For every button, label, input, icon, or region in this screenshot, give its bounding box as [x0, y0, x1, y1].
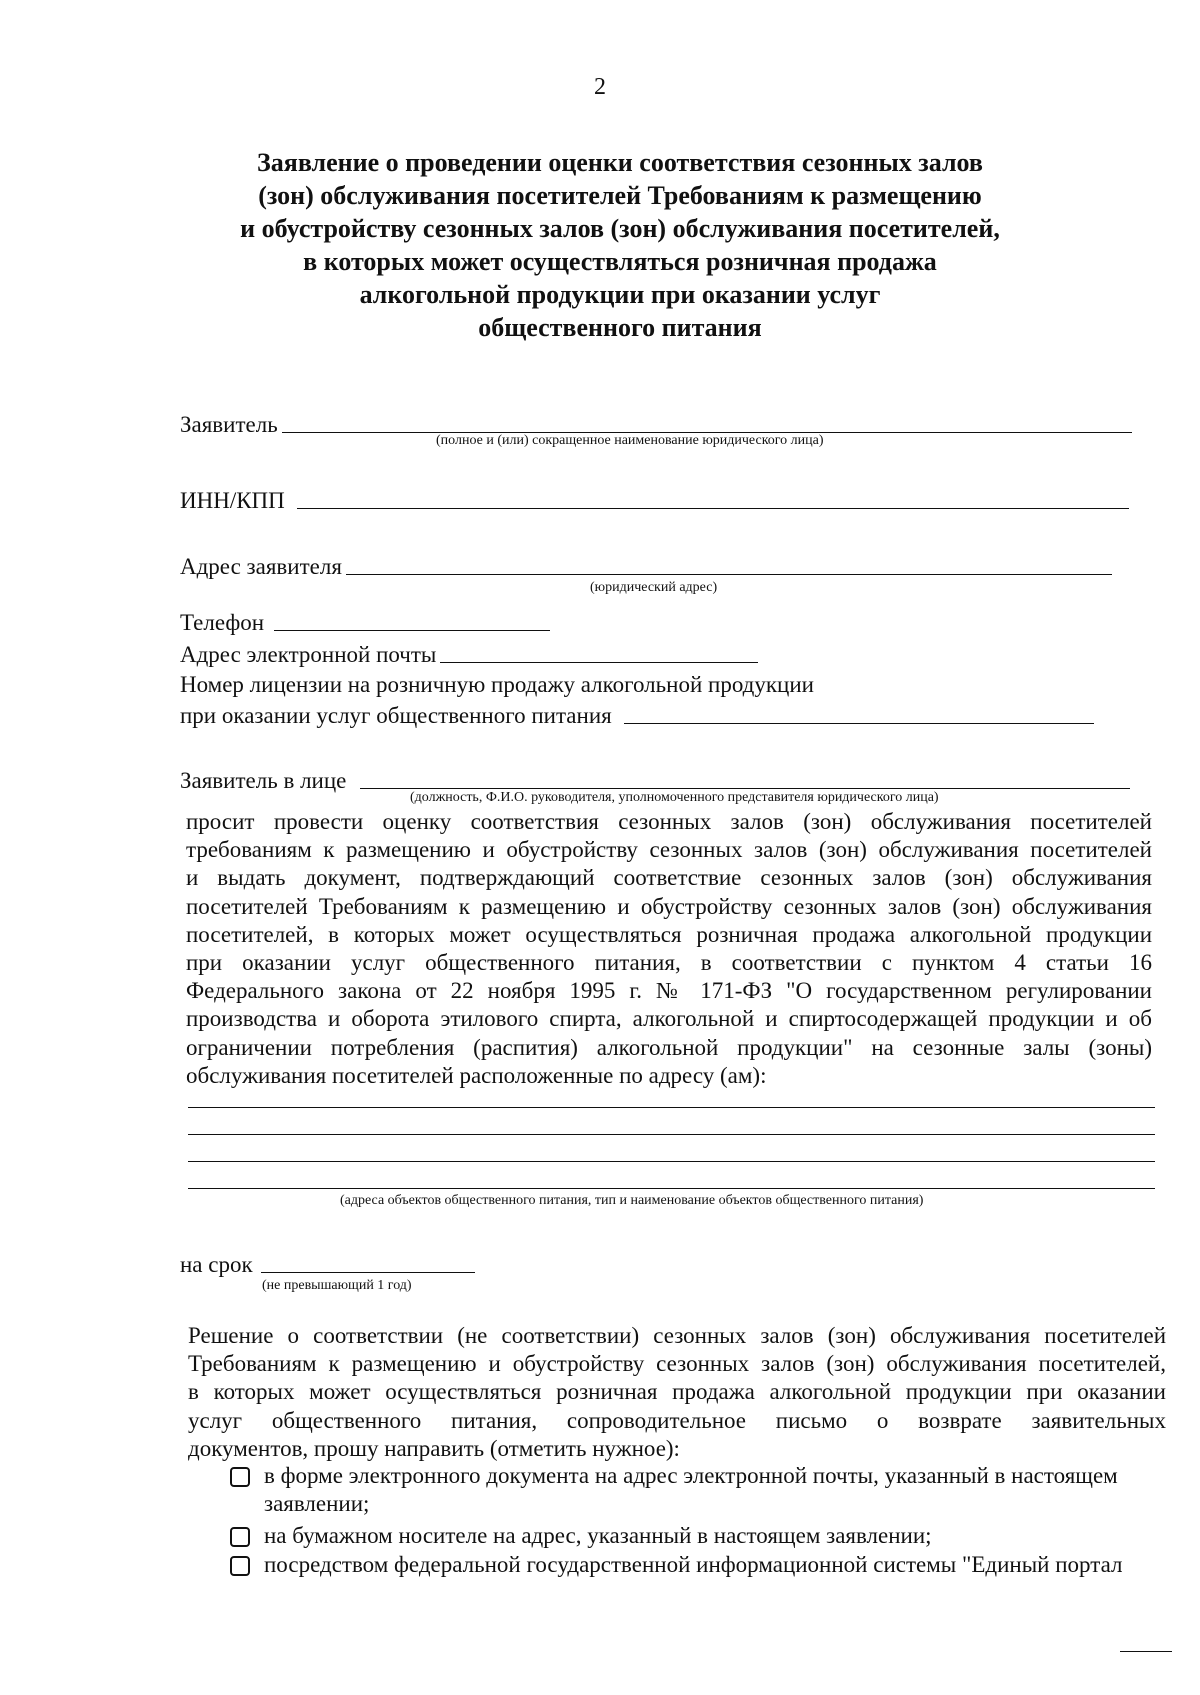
- request-paragraph: [186, 808, 1152, 1090]
- license-label-line: [180, 672, 814, 698]
- paragraph-line: производства и оборота этилового спирта, алкогольной и спиртосодержащей продукции и об: [186, 1006, 1152, 1032]
- objects-caption: (адреса объектов общественного питания, тип и наименование объектов общественного питания): [340, 1193, 924, 1208]
- license-input-line[interactable]: [624, 722, 1094, 724]
- license-label-2: при оказании услуг общественного питания: [180, 703, 612, 728]
- inn-kpp-input-line[interactable]: [297, 507, 1129, 509]
- term-input-line[interactable]: [261, 1271, 475, 1273]
- represented-by-label: Заявитель в лице: [180, 768, 347, 793]
- checkbox-paper[interactable]: [230, 1527, 250, 1547]
- title-line: Заявление о проведении оценки соответствия сезонных залов: [257, 148, 983, 177]
- license-label: Номер лицензии на розничную продажу алкогольной продукции: [180, 672, 814, 697]
- term-label: на срок: [180, 1252, 253, 1277]
- document-title: [170, 146, 1070, 344]
- address-caption: (юридический адрес): [590, 580, 718, 595]
- term-field: [180, 1252, 475, 1278]
- paragraph-line: Решение о соответствии (не соответствии) сезонных залов (зон) обслуживания посетителей: [188, 1323, 1166, 1348]
- page-number: 2: [594, 74, 606, 100]
- paragraph-line: документов, прошу направить (отметить нужное):: [188, 1435, 680, 1461]
- paragraph-line: ограничении потребления (распития) алкогольной продукции" на сезонные залы (зоны): [186, 1034, 1152, 1060]
- object-address-line[interactable]: [188, 1161, 1155, 1162]
- address-field: [180, 554, 1112, 580]
- title-line: и обустройству сезонных залов (зон) обслуживания посетителей,: [240, 214, 1000, 243]
- represented-by-caption: (должность, Ф.И.О. руководителя, уполномоченного представителя юридического лица): [410, 790, 939, 805]
- paragraph-line: Требованиям к размещению и обустройству сезонных залов (зон) обслуживания посетителей,: [188, 1351, 1166, 1377]
- term-caption: (не превышающий 1 год): [262, 1278, 412, 1293]
- object-address-line[interactable]: [188, 1188, 1155, 1189]
- paragraph-line: посетителей, в которых может осуществляться розничная продажа алкогольной продукции: [186, 921, 1152, 947]
- paragraph-line: при оказании услуг общественного питания, в соответствии с пунктом 4 статьи 16: [186, 950, 1152, 976]
- phone-field: [180, 610, 550, 636]
- object-address-line[interactable]: [188, 1134, 1155, 1135]
- option-label: на бумажном носителе на адрес, указанный в настоящем заявлении;: [264, 1523, 932, 1548]
- represented-by-input-line[interactable]: [360, 787, 1130, 789]
- paragraph-line: просит провести оценку соответствия сезонных залов (зон) обслуживания посетителей: [186, 809, 1152, 834]
- paragraph-line: посетителей Требованиям к размещению и обустройству сезонных залов (зон) обслуживания: [186, 893, 1152, 919]
- inn-kpp-field: [180, 488, 1129, 514]
- phone-label: Телефон: [180, 610, 265, 635]
- title-line: алкогольной продукции при оказании услуг: [359, 280, 881, 309]
- email-field: [180, 642, 758, 668]
- option-label: в форме электронного документа на адрес электронной почты, указанный в настоящем: [264, 1463, 1118, 1488]
- applicant-label: Заявитель: [180, 412, 278, 437]
- page-continuation-line: [1120, 1651, 1172, 1652]
- decision-paragraph: [188, 1322, 1166, 1463]
- checkbox-portal[interactable]: [230, 1556, 250, 1576]
- option-electronic: [230, 1462, 1118, 1518]
- applicant-caption: (полное и (или) сокращенное наименование юридического лица): [436, 433, 824, 448]
- email-input-line[interactable]: [440, 661, 758, 663]
- checkbox-electronic[interactable]: [230, 1467, 250, 1487]
- address-label: Адрес заявителя: [180, 554, 342, 579]
- paragraph-line: требованиям к размещению и обустройству сезонных залов (зон) обслуживания посетителей: [186, 837, 1152, 863]
- paragraph-line: Федерального закона от 22 ноября 1995 г. № 171-ФЗ "О государственном регулировании: [186, 978, 1152, 1004]
- license-field: [180, 703, 1094, 729]
- paragraph-line: услуг общественного питания, сопроводительное письмо о возврате заявительных: [188, 1407, 1166, 1433]
- option-label: заявлении;: [264, 1491, 370, 1516]
- option-paper: [230, 1522, 932, 1550]
- title-line: общественного питания: [478, 313, 762, 342]
- address-input-line[interactable]: [346, 573, 1112, 575]
- object-address-line[interactable]: [188, 1107, 1155, 1108]
- phone-input-line[interactable]: [274, 629, 550, 631]
- email-label: Адрес электронной почты: [180, 642, 437, 667]
- paragraph-line: обслуживания посетителей расположенные по адресу (ам):: [186, 1062, 767, 1088]
- inn-kpp-label: ИНН/КПП: [180, 488, 285, 513]
- option-label: посредством федеральной государственной информационной системы "Единый портал: [264, 1552, 1123, 1577]
- title-line: (зон) обслуживания посетителей Требованиям к размещению: [258, 181, 982, 210]
- paragraph-line: и выдать документ, подтверждающий соответствие сезонных залов (зон) обслуживания: [186, 865, 1152, 891]
- option-portal: [230, 1551, 1122, 1579]
- paragraph-line: в которых может осуществляться розничная продажа алкогольной продукции при оказании: [188, 1379, 1166, 1405]
- title-line: в которых может осуществляться розничная продажа: [303, 247, 937, 276]
